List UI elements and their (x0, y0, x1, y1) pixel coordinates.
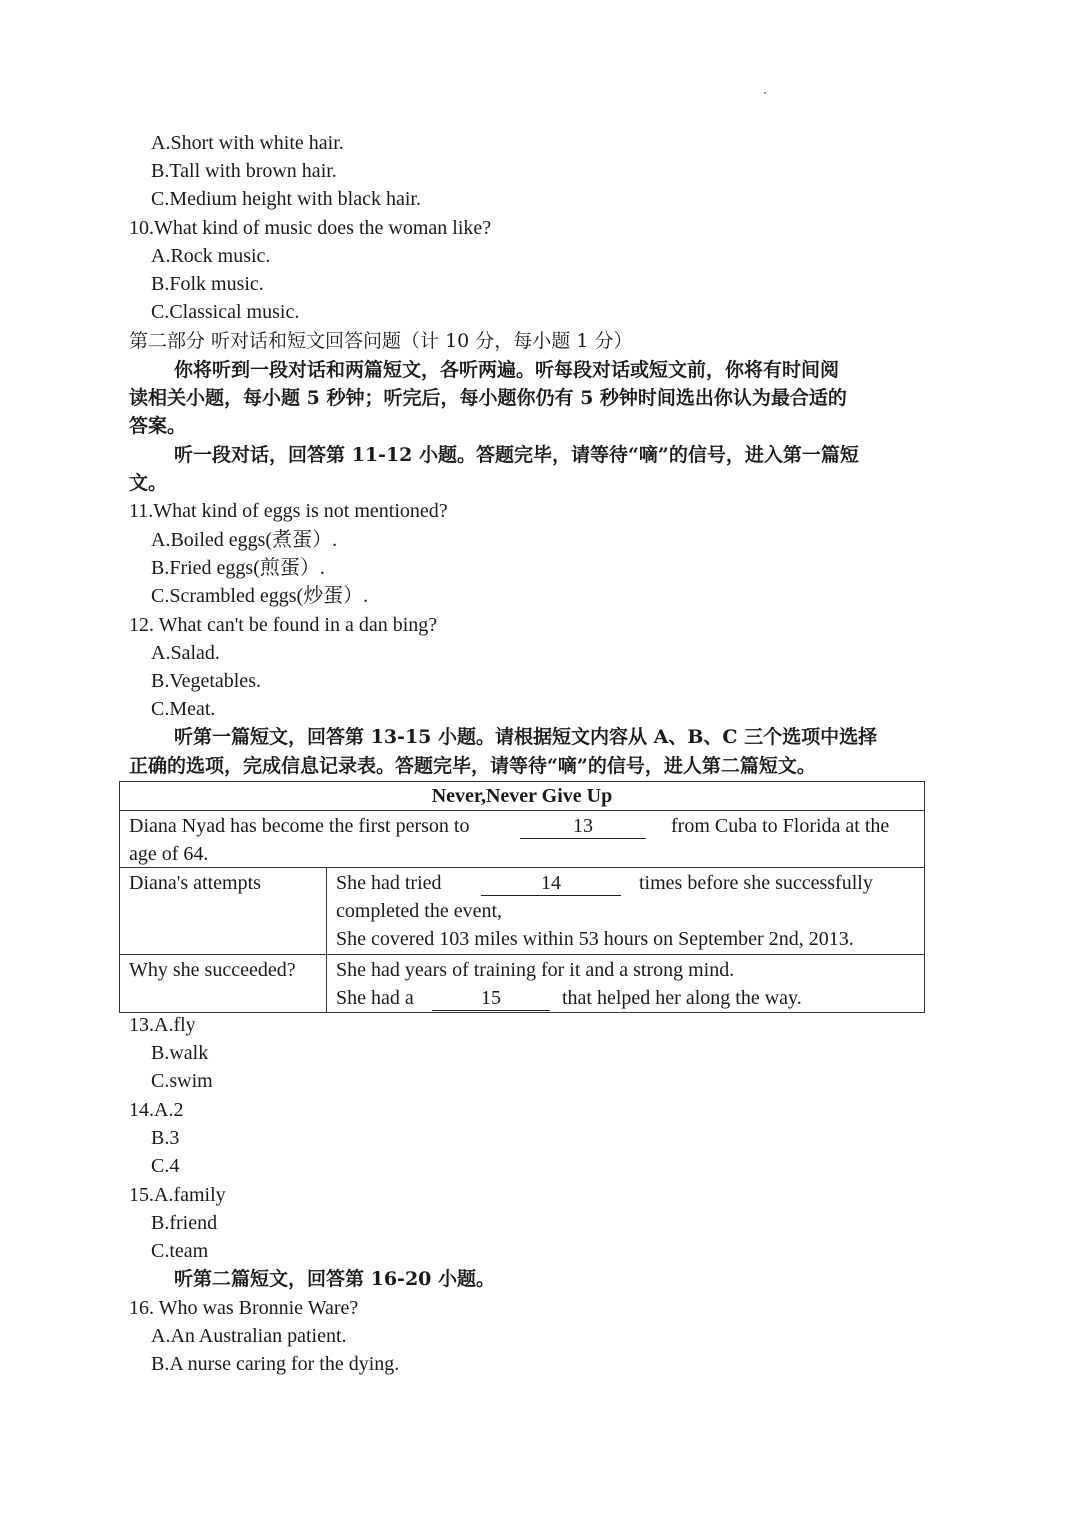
row2-line1-before: She had tried (336, 872, 442, 894)
passage2-instruction: 听第二篇短文，回答第 16-20 小题。 (174, 1268, 495, 1290)
q11-option-b: B.Fried eggs(煎蛋）. (151, 557, 325, 579)
q9-option-b: B.Tall with brown hair. (151, 160, 337, 182)
q12-option-b: B.Vegetables. (151, 670, 261, 692)
q11-option-c: C.Scrambled eggs(炒蛋）. (151, 585, 369, 607)
dialogue-instruction-line2: 文。 (129, 472, 168, 494)
q14-option-c: C.4 (151, 1155, 180, 1177)
q15-option-c: C.team (151, 1240, 209, 1262)
row1-text-after: from Cuba to Florida at the (671, 815, 890, 837)
q12-option-a: A.Salad. (151, 642, 220, 664)
row2-line1-after: times before she successfully (639, 872, 873, 894)
row3-line2-before: She had a (336, 987, 414, 1009)
q15-question: 15.A.family (129, 1184, 226, 1206)
part2-instruction-line3: 答案。 (129, 415, 187, 437)
q13-question: 13.A.fly (129, 1014, 196, 1036)
row1-line2: age of 64. (129, 843, 209, 865)
q9-option-c: C.Medium height with black hair. (151, 188, 421, 210)
blank-13: 13 (520, 814, 646, 839)
q14-option-b: B.3 (151, 1127, 180, 1149)
row3-line2-after: that helped her along the way. (562, 987, 802, 1009)
blank-15: 15 (432, 986, 550, 1011)
row2-line2: completed the event, (336, 900, 503, 922)
part2-instruction-line1: 你将听到一段对话和两篇短文，各听两遍。听每段对话或短文前，你将有时间阅 (174, 359, 840, 381)
part2-heading: 第二部分 听对话和短文回答问题（计 10 分，每小题 1 分） (129, 330, 633, 352)
table-title: Never,Never Give Up (431, 785, 613, 807)
table-title-row (120, 782, 924, 810)
q11-option-a: A.Boiled eggs(煮蛋）. (151, 529, 338, 551)
q11-question: 11.What kind of eggs is not mentioned? (129, 500, 448, 522)
row3-label: Why she succeeded? (129, 959, 296, 981)
row1-text-before: Diana Nyad has become the first person to (129, 815, 470, 837)
scan-speck (764, 92, 766, 94)
column-divider (326, 868, 327, 954)
row2-label: Diana's attempts (129, 872, 261, 894)
q10-question: 10.What kind of music does the woman like? (129, 217, 492, 239)
q16-option-a: A.An Australian patient. (151, 1325, 347, 1347)
row2-line3: She covered 103 miles within 53 hours on September 2nd, 2013. (336, 928, 854, 950)
passage1-instruction-line2: 正确的选项，完成信息记录表。答题完毕，请等待“嘀”的信号，进人第二篇短文。 (129, 755, 816, 777)
column-divider (326, 955, 327, 1012)
q9-option-a: A.Short with white hair. (151, 132, 344, 154)
q13-option-b: B.walk (151, 1042, 209, 1064)
q10-option-c: C.Classical music. (151, 301, 300, 323)
table-row-2 (120, 867, 924, 954)
dialogue-instruction-line1: 听一段对话，回答第 11-12 小题。答题完毕，请等待“嘀”的信号，进入第一篇短 (174, 444, 859, 466)
q12-question: 12. What can't be found in a dan bing? (129, 614, 438, 636)
part2-instruction-line2: 读相关小题，每小题 5 秒钟；听完后，每小题你仍有 5 秒钟时间选出你认为最合适的 (129, 387, 847, 409)
q14-question: 14.A.2 (129, 1099, 184, 1121)
q10-option-a: A.Rock music. (151, 245, 271, 267)
table-row-1 (120, 810, 924, 867)
q10-option-b: B.Folk music. (151, 273, 264, 295)
table-row-3 (120, 954, 924, 1012)
q16-option-b: B.A nurse caring for the dying. (151, 1353, 400, 1375)
row3-line1: She had years of training for it and a strong mind. (336, 959, 735, 981)
q15-option-b: B.friend (151, 1212, 218, 1234)
q13-option-c: C.swim (151, 1070, 213, 1092)
info-record-table (119, 781, 925, 1013)
passage1-instruction-line1: 听第一篇短文，回答第 13-15 小题。请根据短文内容从 A、B、C 三个选项中选择 (174, 726, 878, 748)
blank-14: 14 (481, 871, 621, 896)
q16-question: 16. Who was Bronnie Ware? (129, 1297, 359, 1319)
q12-option-c: C.Meat. (151, 698, 216, 720)
